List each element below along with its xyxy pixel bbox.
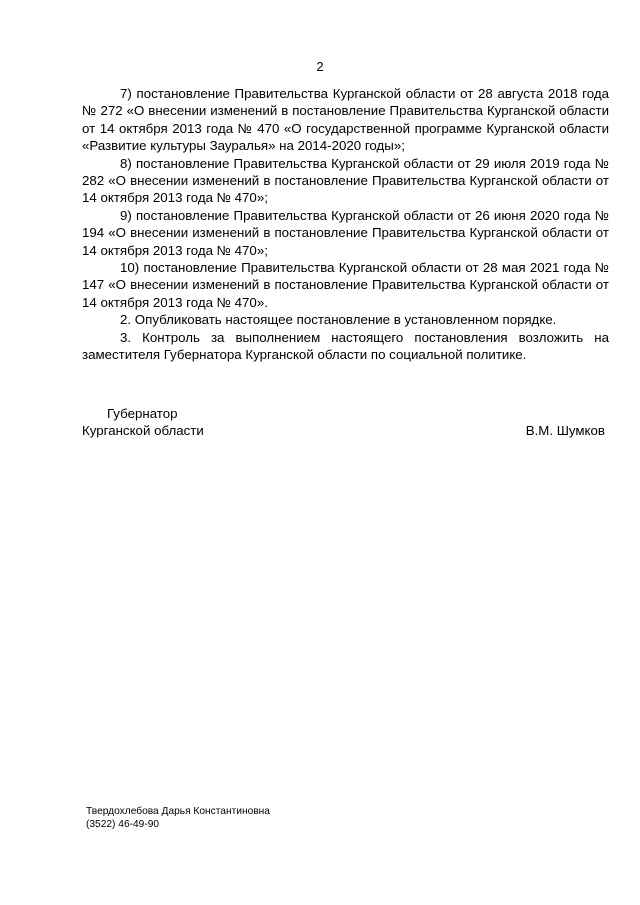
- paragraph-item-9: 9) постановление Правительства Курганской области от 26 июня 2020 года № 194 «О внесении изменений в постановление Правительства Курганской области от 14 октября 2013 года № 470»;: [82, 207, 609, 258]
- paragraph-control: 3. Контроль за выполнением настоящего постановления возложить на заместителя Губернатора Курганской области по социальной политике.: [82, 329, 609, 363]
- signature-block: [82, 405, 609, 440]
- signature-title-line-2: Курганской области: [82, 423, 204, 439]
- executor-block: [86, 805, 270, 831]
- signature-title-line-1: Губернатор: [107, 406, 178, 421]
- paragraph-item-7: 7) постановление Правительства Курганской области от 28 августа 2018 года № 272 «О внесении изменений в постановление Правительства Курганской области от 14 октября 2013 года № 470 «О государственной программе Курганской области «Развитие культуры Зауралья» на 2014-2020 годы»;: [82, 86, 609, 154]
- signature-name: В.М. Шумков: [525, 423, 605, 439]
- executor-name: Твердохлебова Дарья Константиновна: [86, 806, 270, 817]
- document-body: [82, 85, 609, 364]
- paragraph-item-10: 10) постановление Правительства Курганской области от 28 мая 2021 года № 147 «О внесении изменений в постановление Правительства Курганской области от 14 октября 2013 года № 470».: [82, 260, 609, 310]
- paragraph-publish: 2. Опубликовать настоящее постановление в установленном порядке.: [120, 312, 557, 328]
- page-number: 2: [316, 59, 324, 74]
- paragraph-item-8: 8) постановление Правительства Курганской области от 29 июля 2019 года № 282 «О внесении изменений в постановление Правительства Курганской области от 14 октября 2013 года № 470»;: [82, 155, 609, 206]
- executor-phone: (3522) 46-49-90: [86, 819, 160, 830]
